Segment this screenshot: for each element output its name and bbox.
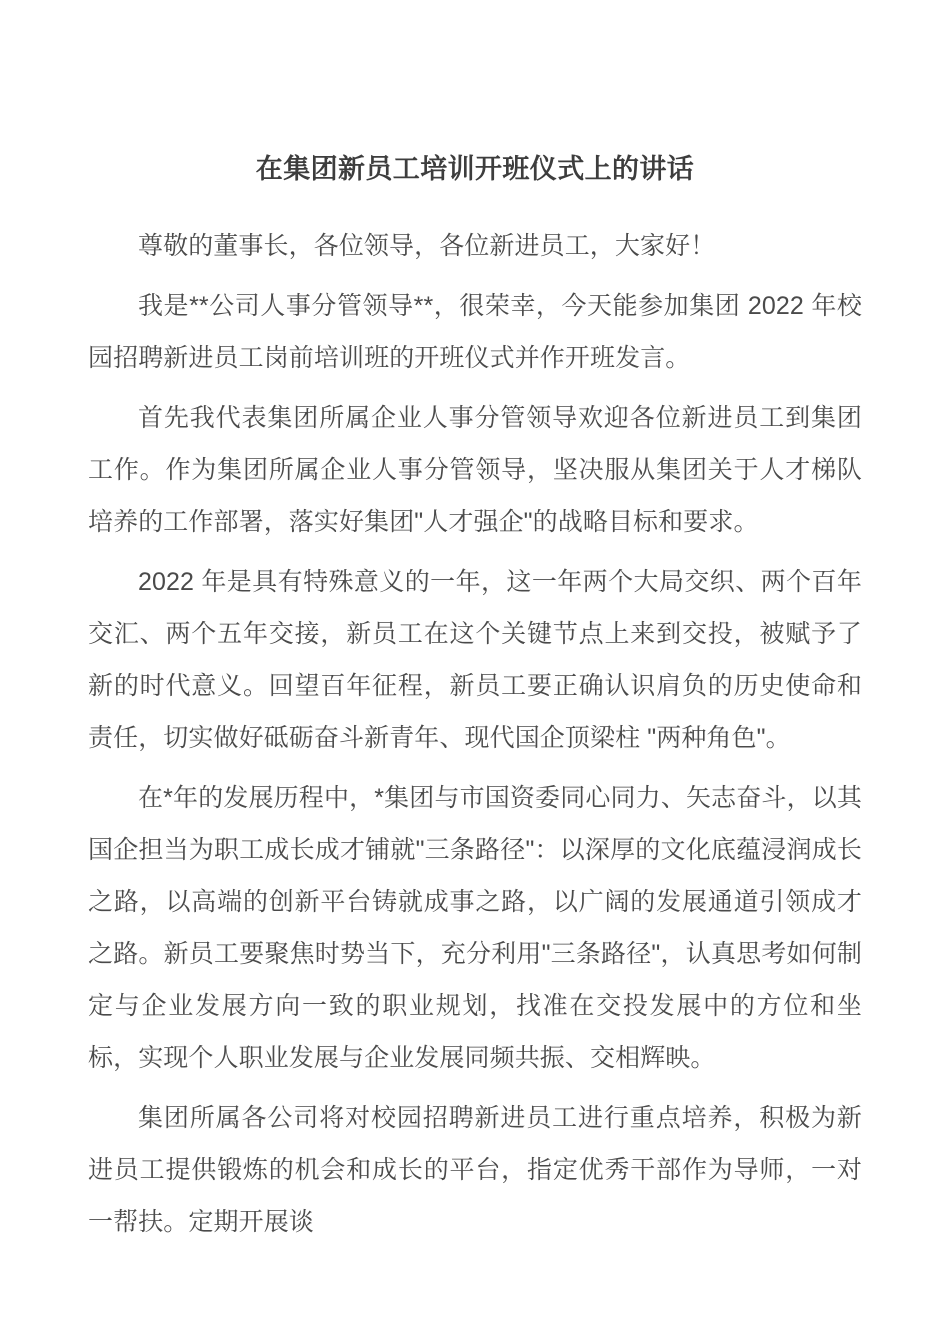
paragraph-three-paths: 在*年的发展历程中，*集团与市国资委同心同力、矢志奋斗，以其国企担当为职工成长成才铺就"三条路径"：以深厚的文化底蕴浸润成长之路，以高端的创新平台铸就成事之路，以广阔的发展通道引领成才之路。新员工要聚焦时势当下，充分利用"三条路径"，认真思考如何制定与企业发展方向一致的职业规划，找准在交投发展中的方位和坐标，实现个人职业发展与企业发展同频共振、交相辉映。	[88, 784, 862, 1072]
paragraph-training-support: 集团所属各公司将对校园招聘新进员工进行重点培养，积极为新进员工提供锻炼的机会和成长的平台，指定优秀干部作为导师，一对一帮扶。定期开展谈	[88, 1104, 862, 1236]
paragraph-self-introduction: 我是**公司人事分管领导**，很荣幸，今天能参加集团 2022 年校园招聘新进员工岗前培训班的开班仪式并作开班发言。	[88, 292, 862, 372]
page-title: 在集团新员工培训开班仪式上的讲话	[255, 154, 695, 184]
paragraph-list	[88, 220, 862, 1248]
paragraph-welcome: 首先我代表集团所属企业人事分管领导欢迎各位新进员工到集团工作。作为集团所属企业人事分管领导，坚决服从集团关于人才梯队培养的工作部署，落实好集团"人才强企"的战略目标和要求。	[88, 404, 862, 536]
paragraph-year-significance: 2022 年是具有特殊意义的一年，这一年两个大局交织、两个百年交汇、两个五年交接，新员工在这个关键节点上来到交投，被赋予了新的时代意义。回望百年征程，新员工要正确认识肩负的历史使命和责任，切实做好砥砺奋斗新青年、现代国企顶梁柱 "两种角色"。	[88, 568, 862, 752]
paragraph-salutation: 尊敬的董事长，各位领导，各位新进员工，大家好！	[138, 232, 716, 260]
document-body	[88, 0, 862, 1248]
